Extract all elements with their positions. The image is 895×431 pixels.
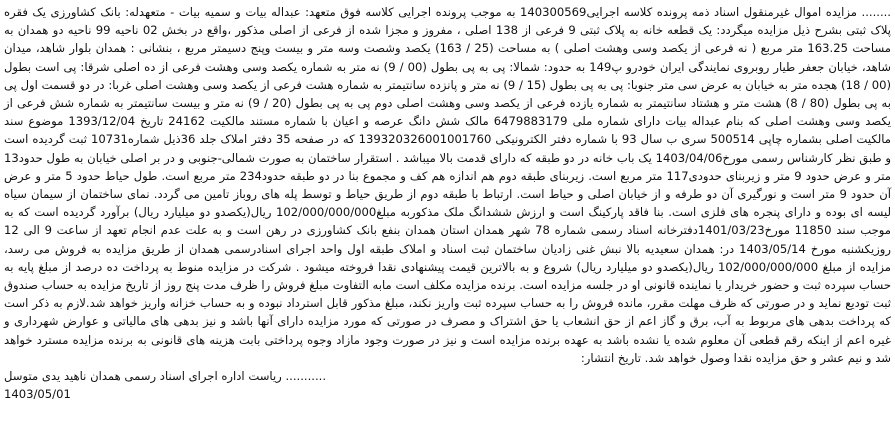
publication-date: 1403/05/01 [4,387,71,402]
notice-body-text: ........ مزایده اموال غیرمنقول اسناد ذمه پرونده کلاسه اجرایی140300569 به موجب پرونده اجرایی کلاسه فوق متعهد: عبداله بیات و سمیه بیات - متعهدله: بانک کشاورزی یک فقره پلاک ثبتی بشرح ذیل مزایده میگردد: یک قطعه خانه به پلاک ثبتی 9 فرعی از 138 اصلی ، مفروز و مجزا شده از فرعی از اصلی مذکور ،واقع در بخش 02 ناحیه 99 ناحیه دو همدان به مساحت 163.25 متر مربع ( نه فرعی از یکصد وسی وهشت اصلی ) به مساحت (25 / 163) یکصد وشصت وسه متر و بیست وپنج دسیمتر مربع ، بنشانی : همدان بلوار شاهد، میدان شاهد، خیابان جعفر طیار روبروی نمایندگی ایران خودرو پ149 به حدود: شمالا: پی به پی بطول (00 / 9) نه متر به شماره یکصد وسی وهشت فرعی از ده اصلی شرقا: پی است بطول (00 / 18) هجده متر به خیابان به عرض سی متر جنوبا: پی به پی بطول (15 / 9) نه متر و پانزده سانتیمتر به شماره هشت فرعی از یکصد وسی وهشت اصلی غربا: در دو قسمت اول پی به پی بطول (80 / 8) هشت متر و هشتاد سانتیمتر به شماره یازده فرعی از یکصد وسی وهشت اصلی دوم پی به پی بطول (20 / 9) نه متر و بیست سانتیمتر به شماره شش فرعی از یکصد وسی وهشت اصلی که بنام عبداله بیات دارای شماره ملی 6479883179 مالک شش دانگ عرصه و اعیان با شماره مستند مالکیت 24162 تاریخ 1393/12/04 موضوع سند مالکیت اصلی بشماره چاپی 500514 سری ب سال 93 با شماره دفتر الکترونیکی 139320326001001760 که در صفحه 35 دفتر املاک جلد 36ذیل شماره10731 ثبت گردیده است و طبق نظر کارشناس رسمی مورخ1403/04/06 یک باب خانه در دو طبقه که دارای قدمت بالا میباشد . استقرار ساختمان به صورت شمالی-جنوبی و در بر اصلی خیابان به طول حدود13 متر و عرض حدود 9 متر و زیربنای حدودی117 متر مربع است. زیربنای طبقه دوم هم اندازه هم کف و مجموع بنا در دو طبقه حدود234 متر مربع است. طول حیاط حدود 5 متر و عرض آن حدود 9 متر است و نورگیری آن دو طرفه و از خیابان اصلی و حیاط است. ارتباط با طبقه دوم از طریق حیاط و توسط پله های روباز تامین می گردد. نمای ساختمان از سیمان سیاه لیسه ای بوده و دارای پنجره های فلزی است. بنا فاقد پارکینگ است و ارزش ششدانگ ملک مذکوربه مبلغ102/000/000/000 ریال(یکصدو دو میلیارد ریال) برآورد گردیده است که به موجب سند 11850 مورخ1401/03/23دفترخانه اسناد رسمی شماره 78 شهر همدان استان همدان بنفع بانک کشاورزی در رهن است و به علت عدم انجام تعهد از ساعت 9 الی 12 روزیکشنبه مورخ 1403/05/14 در: همدان سعیدیه بالا نبش غنی زادیان ساختمان ثبت اسناد و املاک طبقه اول واحد اجرای اسنادرسمی همدان از طریق مزایده به فروش می رسد، مزایده از مبلغ 102/000/000/000 ریال(یکصدو دو میلیارد ریال) شروع و به بالاترین قیمت پیشنهادی نقدا فروخته میشود . شرکت در مزایده منوط به پرداخت ده درصد از مبلغ پایه به حساب سپرده ثبت و حضور خریدار یا نماینده قانونی او در جلسه مزایده است. برنده مزایده مکلف است مابه التفاوت مبلغ فروش را ظرف مدت پنج روز از تاریخ مزایده به حساب صندوق ثبت تودیع نماید و در صورتی که ظرف مهلت مقرر، مانده فروش را به حساب سپرده ثبت واریز نکند، مبلغ مذکور قابل استرداد نبوده و به حساب خزانه واریز خواهد شد.لازم به ذکر است که پرداخت بدهی های مربوط به آب، برق و گاز اعم از حق انشعاب یا حق اشتراک و مصرف در صورتی که مورد مزایده دارای آنها باشد و نیز بدهی های مالیاتی و عوارض شهرداری و غیره اعم از اینکه رقم قطعی آن معلوم شده یا نشده باشد به عهده برنده مزایده است و نیز در صورت وجود مازاد وجوه پرداختی بابت هزینه های قانونی به برنده مزایده مسترد خواهد شد و نیم عشر و حق مزایده نقدا وصول خواهد شد. تاریخ انتشار: [4,5,892,365]
notice-signature: ........... ریاست اداره اجرای اسناد رسمی همدان ناهید یدی متوسل [4,369,327,384]
